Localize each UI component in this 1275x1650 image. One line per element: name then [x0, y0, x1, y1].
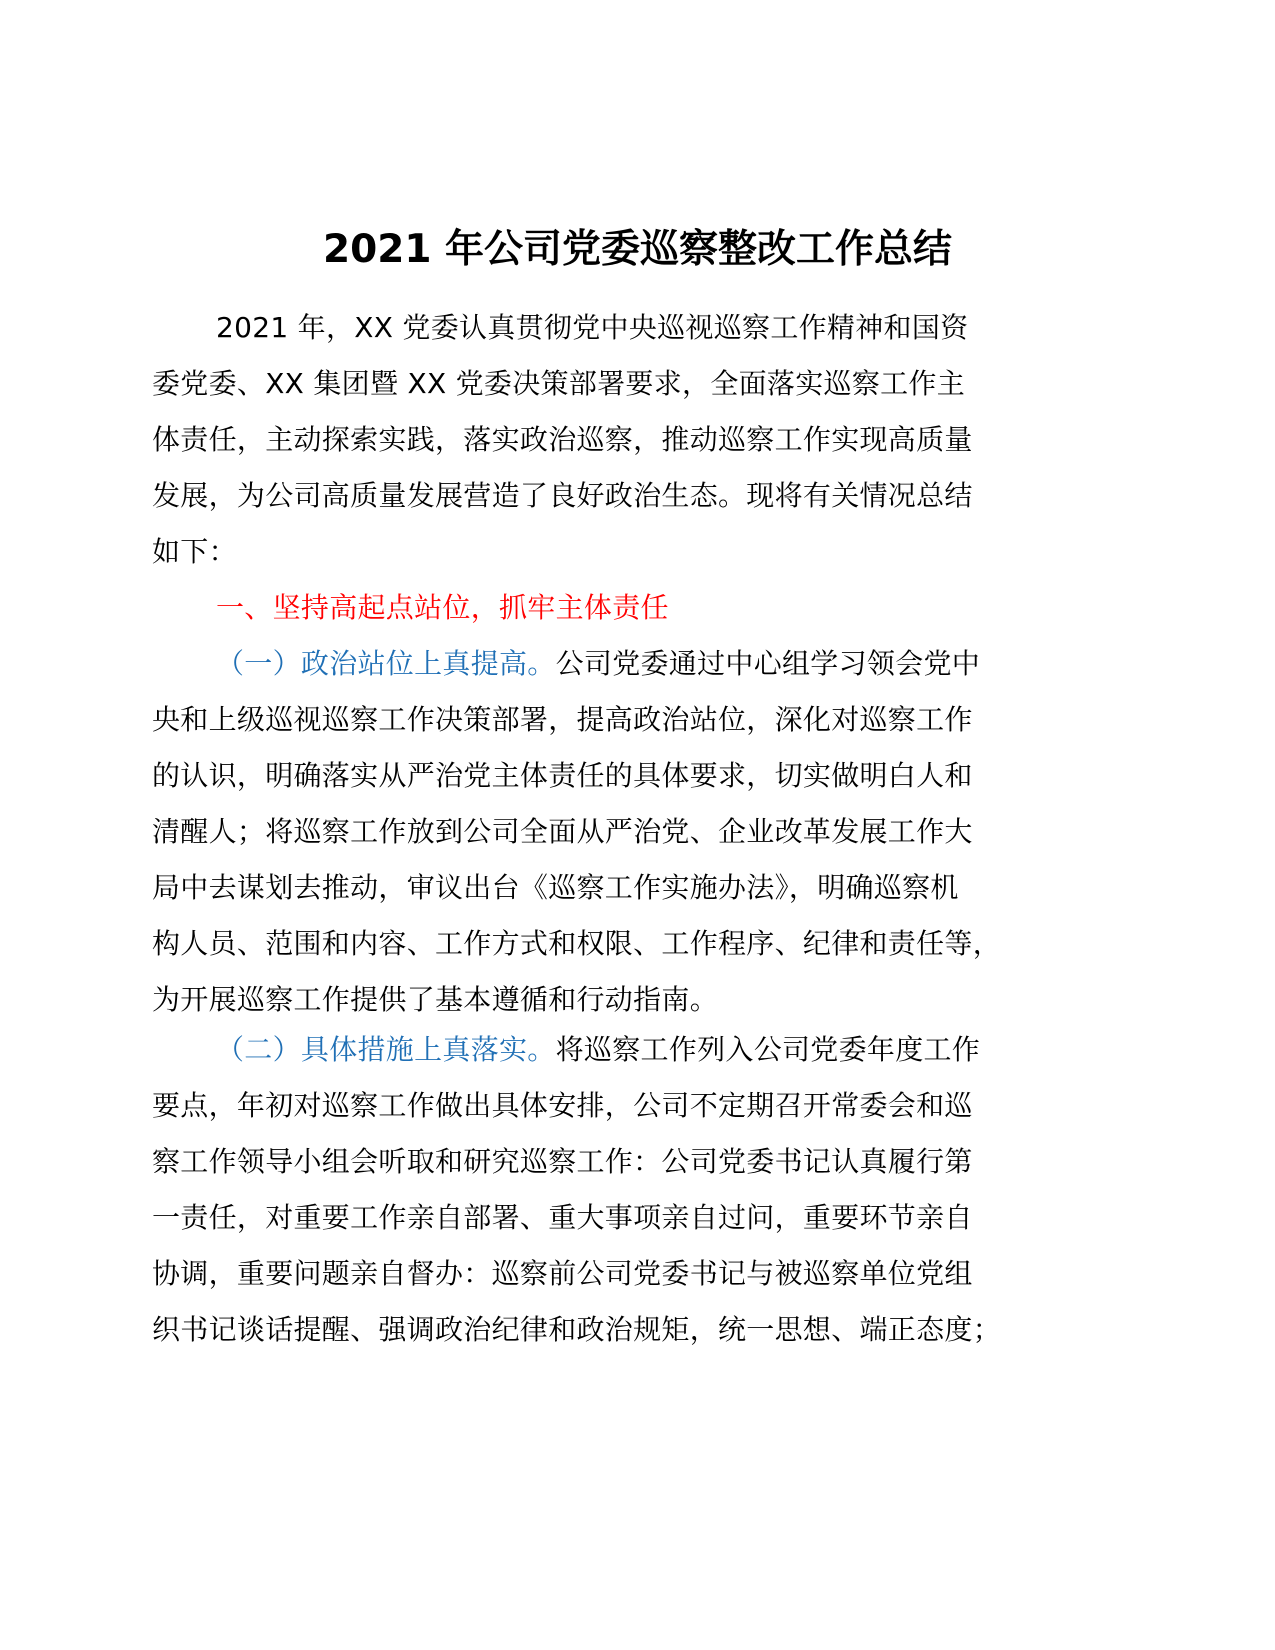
- subsection-2-line: 要点，年初对巡察工作做出具体安排，公司不定期召开常委会和巡: [152, 1089, 973, 1122]
- intro-line: 委党委、XX 集团暨 XX 党委决策部署要求，全面落实巡察工作主: [152, 367, 966, 400]
- subsection-2-first-text: 将巡察工作列入公司党委年度工作: [555, 1033, 981, 1066]
- subsection-2-label: （二）具体措施上真落实。: [216, 1033, 556, 1066]
- section-heading: 一、坚持高起点站位，抓牢主体责任: [216, 591, 669, 624]
- subsection-2-first-line: [152, 1022, 1134, 1078]
- subsection-2-line: 察工作领导小组会听取和研究巡察工作：公司党委书记认真履行第: [152, 1145, 973, 1178]
- subsection-1-line: 构人员、范围和内容、工作方式和权限、工作程序、纪律和责任等，: [152, 927, 1002, 960]
- subsection-1-line: 清醒人；将巡察工作放到公司全面从严治党、企业改革发展工作大: [152, 815, 973, 848]
- subsection-1-line: 为开展巡察工作提供了基本遵循和行动指南。: [152, 983, 719, 1016]
- subsection-2-line: 织书记谈话提醒、强调政治纪律和政治规矩，统一思想、端正态度；: [152, 1313, 1002, 1346]
- subsection-1-line: 局中去谋划去推动，审议出台《巡察工作实施办法》，明确巡察机: [152, 871, 959, 904]
- subsection-1-label: （一）政治站位上真提高。: [216, 647, 556, 680]
- intro-line: 2021 年，XX 党委认真贯彻党中央巡视巡察工作精神和国资: [216, 311, 969, 344]
- document-title: 2021 年公司党委巡察整改工作总结: [322, 227, 953, 272]
- subsection-2-line: 一责任，对重要工作亲自部署、重大事项亲自过问，重要环节亲自: [152, 1201, 973, 1234]
- subsection-1-paragraph: [152, 636, 1134, 1028]
- subsection-1-first-line: [152, 636, 1134, 692]
- intro-paragraph: [152, 300, 1134, 580]
- intro-line: 如下：: [152, 535, 237, 568]
- intro-line: 体责任，主动探索实践，落实政治巡察，推动巡察工作实现高质量: [152, 423, 973, 456]
- subsection-1-line: 的认识，明确落实从严治党主体责任的具体要求，切实做明白人和: [152, 759, 973, 792]
- subsection-2-paragraph: [152, 1022, 1134, 1358]
- section-heading-block: [152, 580, 1134, 636]
- subsection-1-first-text: 公司党委通过中心组学习领会党中: [555, 647, 981, 680]
- intro-line: 发展，为公司高质量发展营造了良好政治生态。现将有关情况总结: [152, 479, 973, 512]
- subsection-2-line: 协调，重要问题亲自督办：巡察前公司党委书记与被巡察单位党组: [152, 1257, 973, 1290]
- subsection-1-line: 央和上级巡视巡察工作决策部署，提高政治站位，深化对巡察工作: [152, 703, 973, 736]
